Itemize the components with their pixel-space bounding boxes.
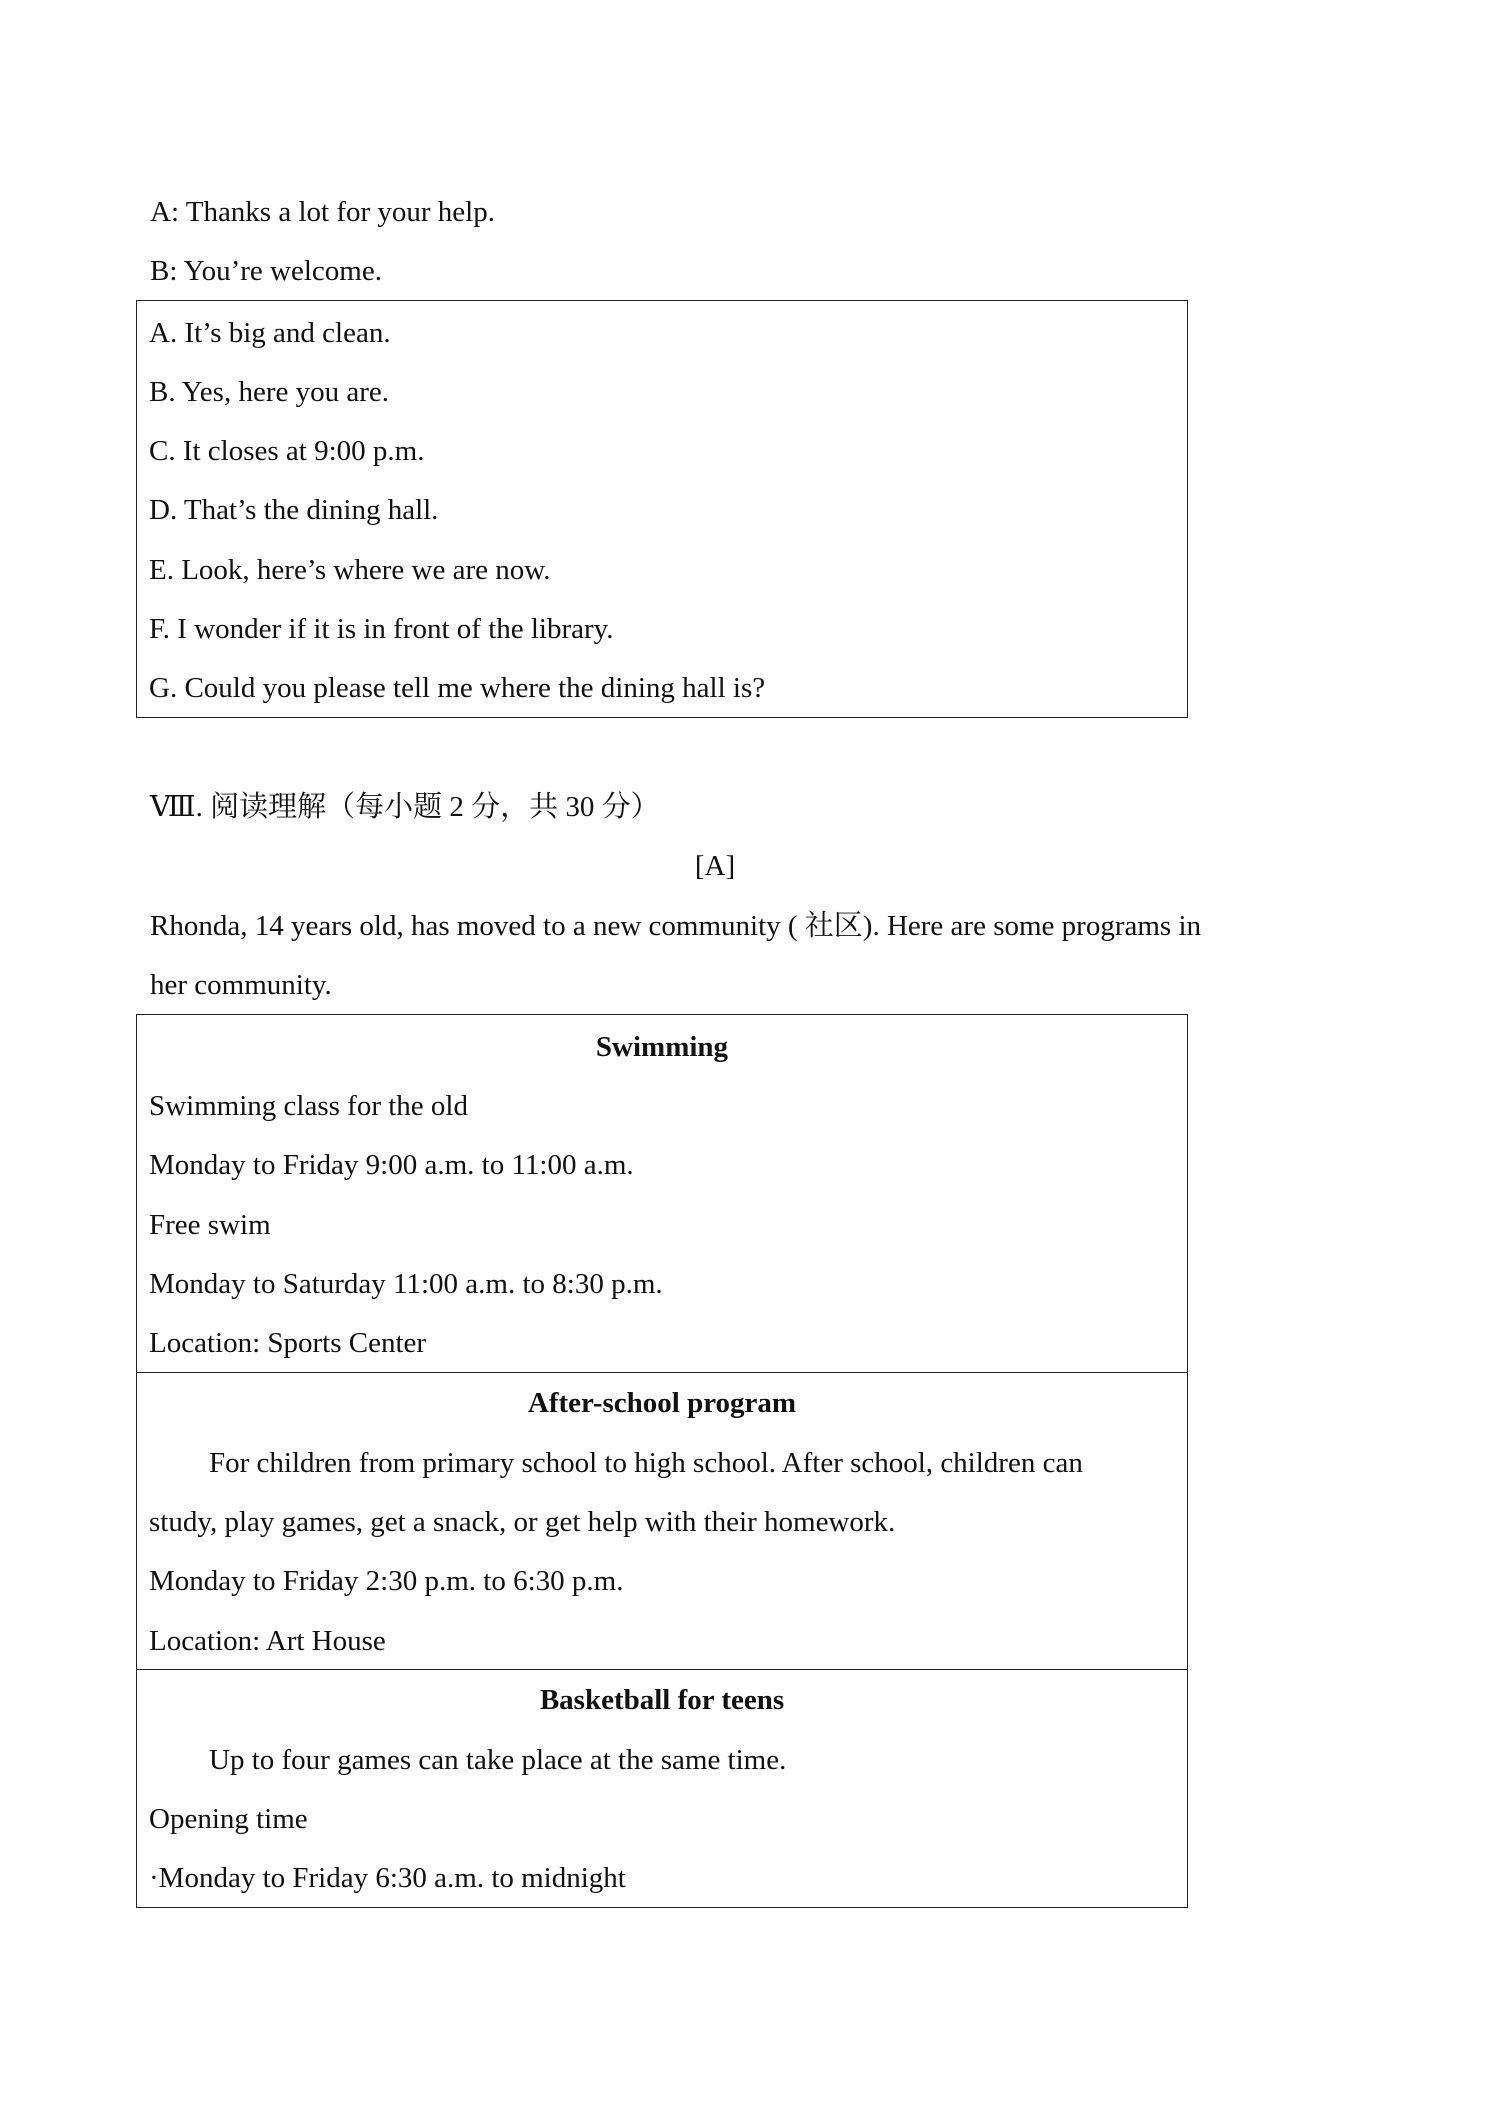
option-b: B. Yes, here you are. [149, 376, 390, 408]
after-school-title: After-school program [527, 1387, 797, 1419]
after-school-time: Monday to Friday 2:30 p.m. to 6:30 p.m. [149, 1565, 624, 1597]
basketball-desc: Up to four games can take place at the same time. [209, 1744, 787, 1776]
option-a: A. It’s big and clean. [149, 317, 391, 349]
section-heading: Ⅷ. 阅读理解（每小题 2 分，共 30 分） [150, 791, 660, 823]
after-school-location: Location: Art House [149, 1625, 386, 1657]
dialogue-line-a: A: Thanks a lot for your help. [150, 196, 495, 228]
option-f: F. I wonder if it is in front of the library. [149, 613, 614, 645]
swimming-title: Swimming [595, 1031, 729, 1063]
intro-line-2: her community. [150, 969, 332, 1001]
swimming-class-label: Swimming class for the old [149, 1090, 468, 1122]
option-c: C. It closes at 9:00 p.m. [149, 435, 425, 467]
basketball-section [137, 1669, 1187, 1908]
swimming-class-time: Monday to Friday 9:00 a.m. to 11:00 a.m. [149, 1149, 634, 1181]
swimming-location: Location: Sports Center [149, 1327, 427, 1359]
option-g: G. Could you please tell me where the dining hall is? [149, 672, 766, 704]
after-school-section [137, 1372, 1187, 1670]
opening-time-weekdays: ·Monday to Friday 6:30 a.m. to midnight [149, 1862, 626, 1894]
passage-label: [A] [694, 850, 736, 882]
programs-table [136, 1014, 1188, 1908]
opening-time-label: Opening time [149, 1803, 308, 1835]
after-school-desc-line-2: study, play games, get a snack, or get help with their homework. [149, 1506, 896, 1538]
free-swim-time: Monday to Saturday 11:00 a.m. to 8:30 p.m. [149, 1268, 663, 1300]
options-box [136, 300, 1188, 718]
free-swim-label: Free swim [149, 1209, 271, 1241]
intro-line-1: Rhonda, 14 years old, has moved to a new community ( 社区). Here are some programs in [150, 910, 1201, 942]
option-e: E. Look, here’s where we are now. [149, 554, 551, 586]
after-school-desc-line-1: For children from primary school to high school. After school, children can [209, 1447, 1083, 1479]
option-d: D. That’s the dining hall. [149, 494, 439, 526]
dialogue-line-b: B: You’re welcome. [150, 255, 382, 287]
basketball-title: Basketball for teens [539, 1684, 785, 1716]
